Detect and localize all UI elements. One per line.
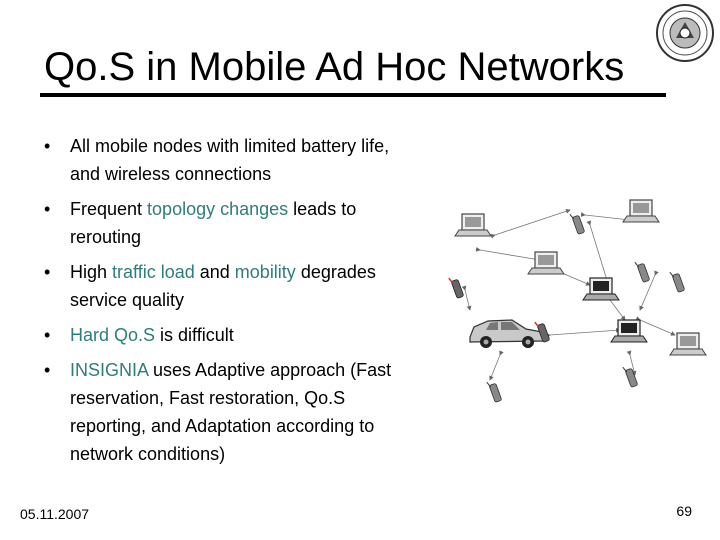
- bullet-item: [44, 321, 424, 349]
- mobile-phone-icon: [487, 381, 502, 402]
- highlighted-term: INSIGNIA: [70, 360, 149, 380]
- laptop-icon: [455, 214, 491, 236]
- title-underline: [40, 93, 666, 97]
- mobile-phone-icon: [449, 277, 464, 298]
- laptop-icon: [528, 252, 564, 274]
- bullet-text: leads to rerouting: [70, 199, 357, 247]
- mobile-phone-icon: [670, 271, 685, 292]
- bullet-text: and: [194, 262, 235, 282]
- laptop-icon: [670, 333, 706, 355]
- bullet-text: All mobile nodes with limited battery life, and wireless connections: [70, 136, 390, 184]
- laptop-icon: [611, 320, 647, 342]
- bullet-item: [44, 258, 424, 314]
- bullet-text: degrades service quality: [70, 262, 376, 310]
- bullet-item: [44, 356, 424, 468]
- bullet-text: uses Adaptive approach (Fast reservation, Fast restoration, Qo.S reporting, and Adaptation according to network conditions): [70, 360, 392, 464]
- institute-logo-icon: [652, 0, 718, 66]
- slide-number: 69: [676, 503, 692, 519]
- bullet-text: Frequent: [70, 199, 148, 219]
- car-icon: [470, 320, 544, 348]
- bullet-marker: •: [44, 136, 51, 156]
- bullet-marker: •: [44, 360, 51, 380]
- bullet-text: is difficult: [155, 325, 234, 345]
- bullet-item: [44, 132, 424, 188]
- bullet-marker: •: [44, 262, 51, 282]
- laptop-icon: [583, 278, 619, 300]
- bullet-marker: •: [44, 199, 51, 219]
- manet-diagram: [440, 190, 715, 420]
- highlighted-term: traffic load: [112, 262, 195, 282]
- bullet-list: [44, 132, 424, 475]
- mobile-phone-icon: [635, 261, 650, 282]
- highlighted-term: topology changes: [147, 199, 289, 219]
- slide-title: Qo.S in Mobile Ad Hoc Networks: [44, 45, 625, 89]
- mobile-phone-icon: [623, 366, 638, 387]
- mobile-phone-icon: [570, 213, 585, 234]
- bullet-text: High: [70, 262, 113, 282]
- laptop-icon: [623, 200, 659, 222]
- bullet-marker: •: [44, 325, 51, 345]
- highlighted-term: Hard Qo.S: [70, 325, 156, 345]
- bullet-item: [44, 195, 424, 251]
- slide-date: 05.11.2007: [20, 506, 90, 522]
- highlighted-term: mobility: [234, 262, 296, 282]
